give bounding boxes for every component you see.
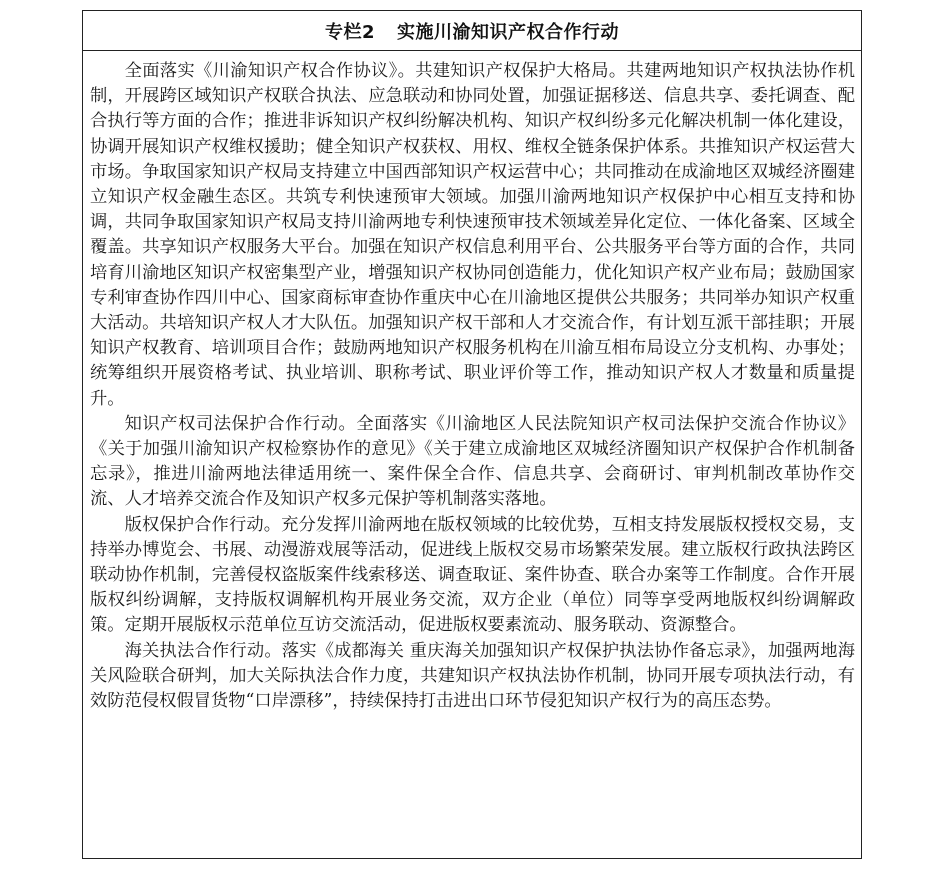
box-label: 专栏2 bbox=[324, 21, 376, 43]
paragraph-customs-enforcement: 海关执法合作行动。落实《成都海关 重庆海关加强知识产权保护执法协作备忘录》，加强两地海关风险联合研判，加大关际执法合作力度，共建知识产权执法协作机制，协同开展专项执法行动，有效防范侵权假冒货物“口岸漂移”，持续保持打击进出口环节侵犯知识产权行为的高压态势。 bbox=[90, 640, 855, 712]
box-body bbox=[83, 51, 861, 714]
box-title-bar bbox=[83, 11, 861, 51]
paragraph-judicial-protection: 知识产权司法保护合作行动。全面落实《川渝地区人民法院知识产权司法保护交流合作协议》《关于加强川渝知识产权检察协作的意见》《关于建立成渝地区双城经济圈知识产权保护合作机制备忘录》，推进川渝两地法律适用统一、案件保全合作、信息共享、会商研讨、审判机制改革协作交流、人才培养交流合作及知识产权多元保护等机制落实落地。 bbox=[90, 413, 855, 510]
box-title: 实施川渝知识产权合作行动 bbox=[397, 21, 620, 43]
feature-box bbox=[82, 10, 862, 859]
paragraph-copyright-protection: 版权保护合作行动。充分发挥川渝两地在版权领域的比较优势，互相支持发展版权授权交易，支持举办博览会、书展、动漫游戏展等活动，促进线上版权交易市场繁荣发展。建立版权行政执法跨区联动协作机制，完善侵权盗版案件线索移送、调查取证、案件协查、联合办案等工作制度。合作开展版权纠纷调解，支持版权调解机构开展业务交流，双方企业（单位）同等享受两地版权纠纷调解政策。定期开展版权示范单位互访交流活动，促进版权要素流动、服务联动、资源整合。 bbox=[90, 514, 855, 636]
paragraph-joint-agreement: 全面落实《川渝知识产权合作协议》。共建知识产权保护大格局。共建两地知识产权执法协作机制，开展跨区域知识产权联合执法、应急联动和协同处置，加强证据移送、信息共享、委托调查、配合执行等方面的合作；推进非诉知识产权纠纷解决机构、知识产权纠纷多元化解决机制一体化建设，协调开展知识产权维权援助；健全知识产权获权、用权、维权全链条保护体系。共推知识产权运营大市场。争取国家知识产权局支持建立中国西部知识产权运营中心；共同推动在成渝地区双城经济圈建立知识产权金融生态区。共筑专利快速预审大领域。加强川渝两地知识产权保护中心相互支持和协调，共同争取国家知识产权局支持川渝两地专利快速预审技术领域差异化定位、一体化备案、区域全覆盖。共享知识产权服务大平台。加强在知识产权信息利用平台、公共服务平台等方面的合作，共同培育川渝地区知识产权密集型产业，增强知识产权协同创造能力，优化知识产权产业布局；鼓励国家专利审查协作四川中心、国家商标审查协作重庆中心在川渝地区提供公共服务；共同举办知识产权重大活动。共培知识产权人才大队伍。加强知识产权干部和人才交流合作，有计划互派干部挂职；开展知识产权教育、培训项目合作；鼓励两地知识产权服务机构在川渝互相布局设立分支机构、办事处；统筹组织开展资格考试、执业培训、职称考试、职业评价等工作，推动知识产权人才数量和质量提升。 bbox=[90, 61, 855, 409]
